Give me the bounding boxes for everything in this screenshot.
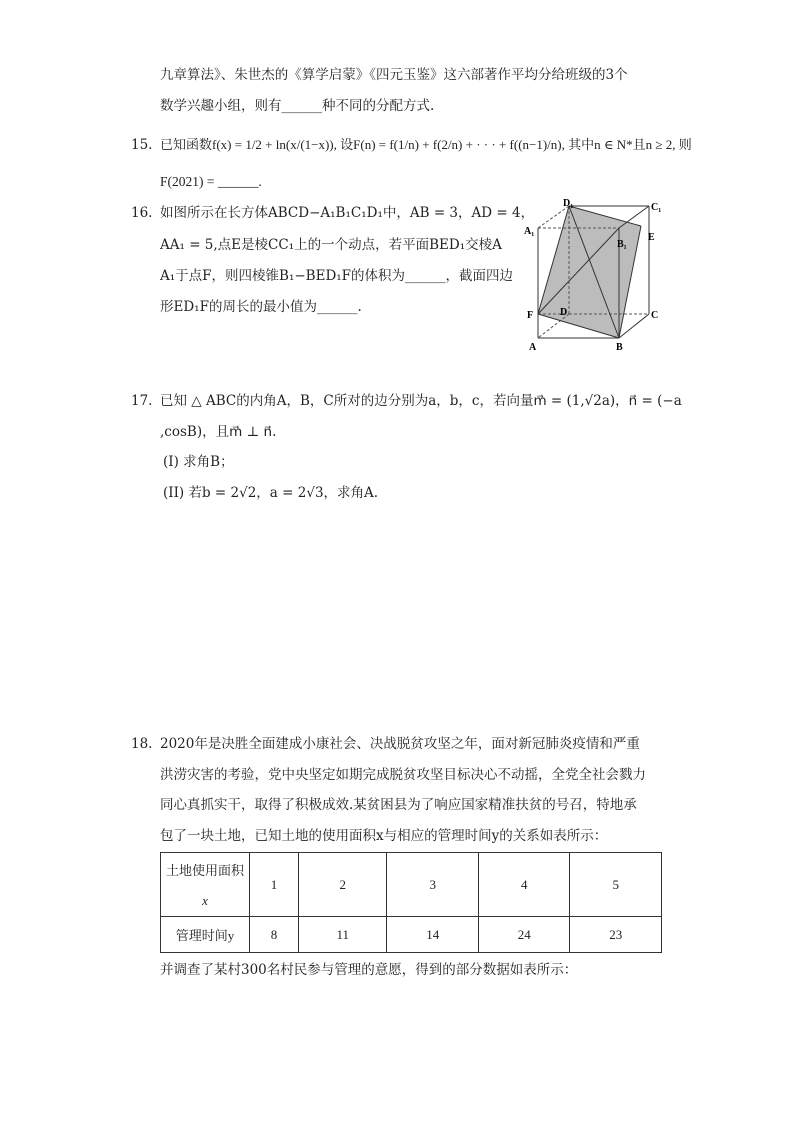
q17-line-1: 已知 △ ABC的内角A，B，C所对的边分别为a，b，c，若向量m⃗ = (1,√2a)，n⃗ = (−a xyxy=(160,393,682,409)
q15-number: 15. xyxy=(131,137,153,153)
label-C: C xyxy=(651,310,659,321)
q18-after-table: 并调查了某村300名村民参与管理的意愿，得到的部分数据如表所示： xyxy=(160,962,578,978)
q17-number: 17. xyxy=(131,393,153,409)
table-cell: 11 xyxy=(299,917,387,953)
q14-continuation-line-1: 九章算法》、朱世杰的《算学启蒙》《四元玉鉴》这六部著作平均分给班级的3个 xyxy=(160,67,628,83)
label-C1: C₁ xyxy=(651,202,662,213)
table-cell: 3 xyxy=(387,853,479,917)
label-F: F xyxy=(527,310,534,321)
q16-line-2: AA₁ = 5,点E是棱CC₁上的一个动点，若平面BED₁交棱A xyxy=(160,237,502,253)
q16-line-3: A₁于点F，则四棱锥B₁−BED₁F的体积为______，截面四边 xyxy=(160,268,514,284)
q17-part-2: (II) 若b = 2√2，a = 2√3，求角A. xyxy=(163,485,379,501)
table-cell: 8 xyxy=(250,917,299,953)
table-cell: 14 xyxy=(387,917,479,953)
label-A: A xyxy=(529,342,537,353)
table-row xyxy=(161,853,662,917)
table-cell: 5 xyxy=(570,853,662,917)
table-header-area-label: 土地使用面积 xyxy=(165,863,244,878)
label-E: E xyxy=(648,232,655,243)
label-A1: A₁ xyxy=(524,226,535,237)
land-management-table xyxy=(160,852,662,953)
table-row xyxy=(161,917,662,953)
q18-line-3: 同心真抓实干，取得了积极成效.某贫困县为了响应国家精准扶贫的号召，特地承 xyxy=(160,797,637,813)
table-header-area xyxy=(161,853,250,917)
cuboid-figure xyxy=(523,196,663,354)
table-cell: 24 xyxy=(478,917,570,953)
q18-line-4: 包了一块土地，已知土地的使用面积x与相应的管理时间y的关系如表所示： xyxy=(160,828,608,844)
q15-line-2: F(2021) = ______. xyxy=(160,174,262,189)
table-header-area-var: x xyxy=(202,893,208,908)
table-header-time: 管理时间y xyxy=(161,917,250,953)
q15-line-1: 已知函数f(x) = 1/2 + ln(x/(1−x)), 设F(n) = f(1/n) + f(2/n) + · · · + f((n−1)/n), 其中n ∈ N*且n ≥ 2, 则 xyxy=(160,137,692,152)
table-cell: 1 xyxy=(250,853,299,917)
q16-line-1: 如图所示在长方体ABCD−A₁B₁C₁D₁中，AB = 3，AD = 4， xyxy=(160,205,535,221)
q18-line-2: 洪涝灾害的考验，党中央坚定如期完成脱贫攻坚目标决心不动摇，全党全社会戮力 xyxy=(160,767,646,783)
label-B1: B₁ xyxy=(617,239,627,250)
table-cell: 2 xyxy=(299,853,387,917)
q17-part-1: (I) 求角B； xyxy=(163,454,234,470)
table-cell: 23 xyxy=(570,917,662,953)
q18-number: 18. xyxy=(131,736,153,752)
table-cell: 4 xyxy=(478,853,570,917)
q18-line-1: 2020年是决胜全面建成小康社会、决战脱贫攻坚之年，面对新冠肺炎疫情和严重 xyxy=(160,736,640,752)
q16-line-4: 形ED₁F的周长的最小值为______. xyxy=(160,299,362,315)
label-D: D xyxy=(560,307,568,318)
q14-continuation-line-2: 数学兴趣小组，则有______种不同的分配方式. xyxy=(160,98,435,114)
q17-line-2: ,cosB)，且m⃗ ⊥ n⃗. xyxy=(160,424,277,440)
label-B: B xyxy=(616,342,623,353)
label-D1: D₁ xyxy=(563,198,574,209)
q16-number: 16. xyxy=(131,205,153,221)
